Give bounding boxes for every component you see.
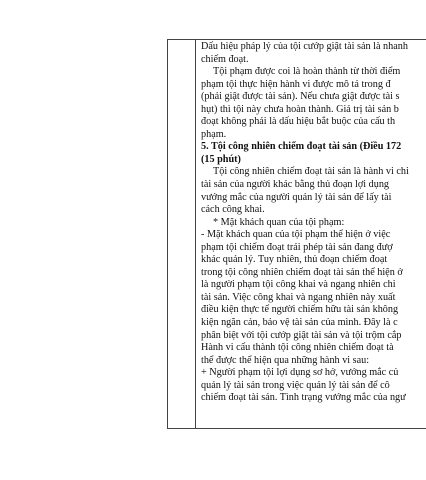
table-column-divider xyxy=(195,39,196,428)
text-line: phạm tội thực hiện hành vi được mô tả trong đ xyxy=(201,78,391,90)
text-line: chiếm đoạt tài sản. Tình trạng vướng mắc của ngư xyxy=(201,392,406,404)
text-line: phạm tội chiếm đoạt trái phép tài sản đang đượ xyxy=(201,241,393,253)
text-line: + Người phạm tội lợi dụng sơ hở, vướng mắc củ xyxy=(201,367,399,379)
text-line: tài sản. Việc công khai và ngang nhiên này xuất xyxy=(201,291,396,303)
text-line: tài sản của người khác bằng thủ đoạn lợi dụng xyxy=(201,179,390,191)
text-line: Hành vi cấu thành tội công nhiên chiếm đoạt tà xyxy=(201,342,394,354)
text-line: - Mặt khách quan của tội phạm thể hiện ở việc xyxy=(201,229,391,241)
text-line: * Mặt khách quan của tội phạm: xyxy=(213,216,345,228)
section-duration: (15 phút) xyxy=(201,153,241,165)
text-line: kiện ngăn cản, bảo vệ tài sản của mình. Đây là c xyxy=(201,317,398,329)
text-line: Dấu hiệu pháp lý của tội cướp giật tài sản là nhanh xyxy=(201,41,408,52)
text-line: cách công khai. xyxy=(201,204,265,216)
text-line: phạm. xyxy=(201,128,227,140)
text-line: chiếm đoạt. xyxy=(201,53,249,65)
text-line: Tội phạm được coi là hoàn thành từ thời điểm xyxy=(213,66,401,78)
text-line: khác quản lý. Tuy nhiên, thủ đoạn chiếm đoạt xyxy=(201,254,388,266)
table-cell-content xyxy=(201,41,426,405)
text-line: Tội công nhiên chiếm đoạt tài sản là hành vi chi xyxy=(213,166,409,178)
text-line: trong tội công nhiên chiếm đoạt tài sản thể hiện ở xyxy=(201,266,403,278)
section-heading: 5. Tội công nhiên chiếm đoạt tài sản (Điều 172 xyxy=(201,141,402,153)
text-line: thể được thể hiện qua những hành vi sau: xyxy=(201,354,370,366)
text-line: là người phạm tội công khai và ngang nhiên chi xyxy=(201,279,396,291)
text-line: vướng mắc của người quản lý tài sản để lấy tài xyxy=(201,191,392,203)
text-line: quản lý tài sản trong việc quản lý tài sản để cô xyxy=(201,379,390,391)
text-line: điều kiện thực tế người chiếm hữu tài sản không xyxy=(201,304,399,316)
text-line: đoạt không phải là dấu hiệu bắt buộc của cấu th xyxy=(201,116,396,128)
text-line: (phải giật được tài sản). Nếu chưa giật được tài s xyxy=(201,91,400,103)
text-line: phân biệt với tội cướp giật tài sản và tội trộm cắp xyxy=(201,329,402,341)
text-line: hụt) thì tội này chưa hoàn thành. Giá trị tài sản b xyxy=(201,103,399,115)
